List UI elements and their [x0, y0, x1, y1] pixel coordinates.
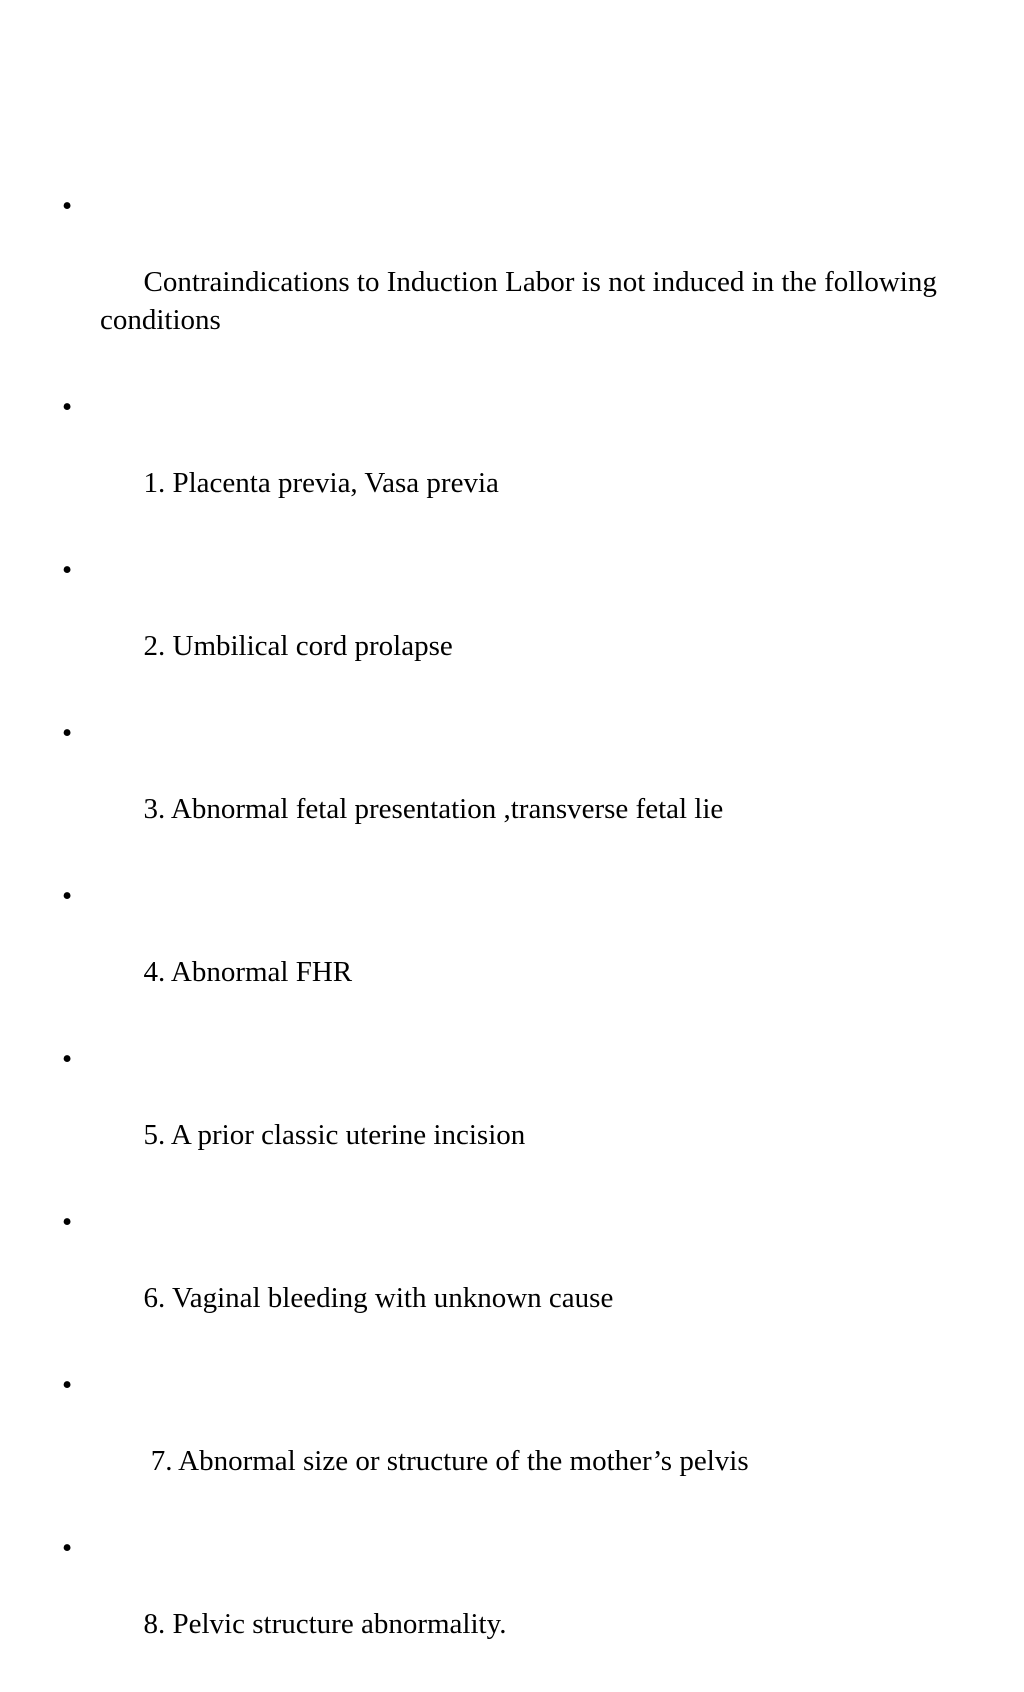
- list-item-text: 7. Abnormal size or structure of the mother’s pelvis: [143, 1445, 749, 1477]
- bullet-icon: •: [62, 717, 73, 749]
- list-item: [62, 1040, 962, 1192]
- bullet-icon: •: [62, 554, 73, 586]
- bullet-list: [62, 187, 962, 1692]
- bullet-icon: •: [62, 190, 73, 222]
- list-item: [62, 388, 962, 540]
- bullet-icon: •: [62, 1043, 73, 1075]
- list-item-text: 8. Pelvic structure abnormality.: [143, 1608, 507, 1640]
- list-item-text: 2. Umbilical cord prolapse: [143, 630, 453, 662]
- list-item: [62, 187, 962, 377]
- list-item: [62, 1529, 962, 1681]
- list-item-text: 4. Abnormal FHR: [143, 956, 353, 988]
- bullet-icon: •: [62, 1369, 73, 1401]
- list-item-text: 3. Abnormal fetal presentation ,transverse fetal lie: [143, 793, 724, 825]
- list-item-text: 6. Vaginal bleeding with unknown cause: [143, 1282, 614, 1314]
- list-item-text: 5. A prior classic uterine incision: [143, 1119, 526, 1151]
- bullet-icon: •: [62, 391, 73, 423]
- bullet-icon: •: [62, 1532, 73, 1564]
- list-item: [62, 1366, 962, 1518]
- bullet-icon: •: [62, 880, 73, 912]
- list-item: [62, 1203, 962, 1355]
- list-item: [62, 877, 962, 1029]
- list-item: [62, 551, 962, 703]
- list-item-text: Contraindications to Induction Labor is not induced in the following conditions: [100, 266, 945, 336]
- list-item: [62, 714, 962, 866]
- list-item-text: 1. Placenta previa, Vasa previa: [143, 467, 499, 499]
- bullet-icon: •: [62, 1206, 73, 1238]
